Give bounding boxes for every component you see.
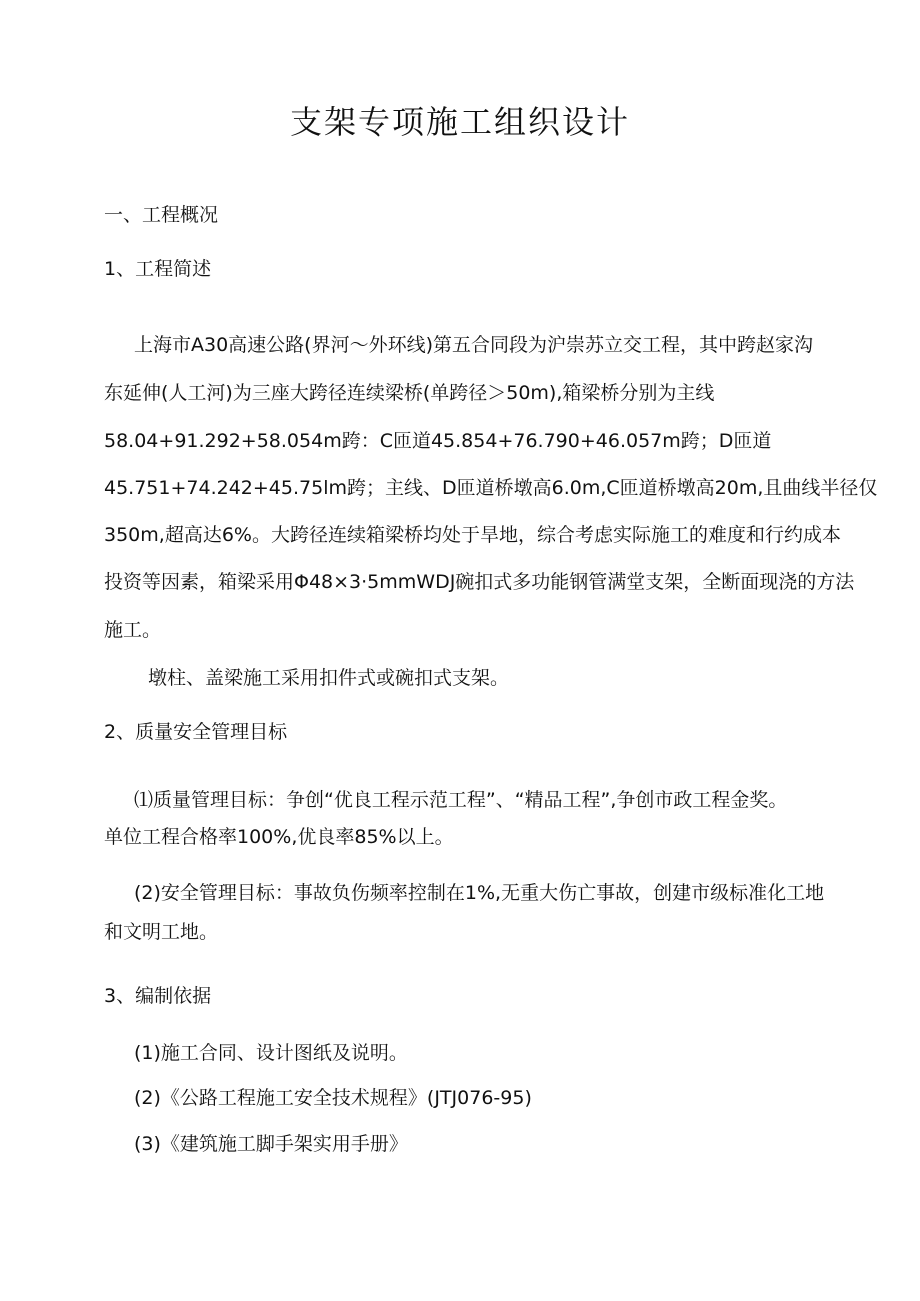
- paragraph-line: ⑴质量管理目标：争创“优良工程示范工程”、“精品工程”,争创市政工程金奖。: [134, 789, 788, 811]
- section-heading-overview: 一、工程概况: [104, 204, 219, 226]
- paragraph-line: 45.751+74.242+45.75lm跨；主线、D匝道桥墩高6.0m,C匝道桥墩高20m,且曲线半径仅: [104, 477, 878, 499]
- paragraph-line: 单位工程合格率100%,优良率85%以上。: [104, 826, 454, 848]
- subsection-heading-brief: 1、工程简述: [104, 258, 212, 280]
- paragraph-line: 350m,超高达6%。大跨径连续箱梁桥均处于旱地，综合考虑实际施工的难度和行约成本: [104, 524, 841, 546]
- paragraph-line: 上海市A30高速公路(界河～外环线)第五合同段为沪崇苏立交工程，其中跨赵家沟: [134, 334, 814, 356]
- subsection-heading-goals: 2、质量安全管理目标: [104, 721, 288, 743]
- paragraph-line: 58.04+91.292+58.054m跨：C匝道45.854+76.790+46.057m跨；D匝道: [104, 430, 772, 452]
- paragraph-line: 东延伸(人工河)为三座大跨径连续梁桥(单跨径＞50m),箱梁桥分别为主线: [104, 382, 715, 404]
- pier-support-paragraph: 墩柱、盖梁施工采用扣件式或碗扣式支架。: [148, 667, 510, 689]
- paragraph-line: (2)安全管理目标：事故负伤频率控制在1%,无重大伤亡事故，创建市级标准化工地: [134, 882, 825, 904]
- list-item: (2)《公路工程施工安全技术规程》(JTJ076-95): [134, 1087, 532, 1109]
- paragraph-line: 投资等因素，箱梁采用Φ48×3·5mmWDJ碗扣式多功能钢管满堂支架，全断面现浇的方法: [104, 571, 855, 593]
- list-item: (1)施工合同、设计图纸及说明。: [134, 1042, 408, 1064]
- paragraph-line: 施工。: [104, 619, 162, 641]
- paragraph-line: 和文明工地。: [104, 921, 219, 943]
- subsection-heading-basis: 3、编制依据: [104, 985, 212, 1007]
- document-title: 支架专项施工组织设计: [289, 103, 630, 141]
- list-item: (3)《建筑施工脚手架实用手册》: [134, 1133, 408, 1155]
